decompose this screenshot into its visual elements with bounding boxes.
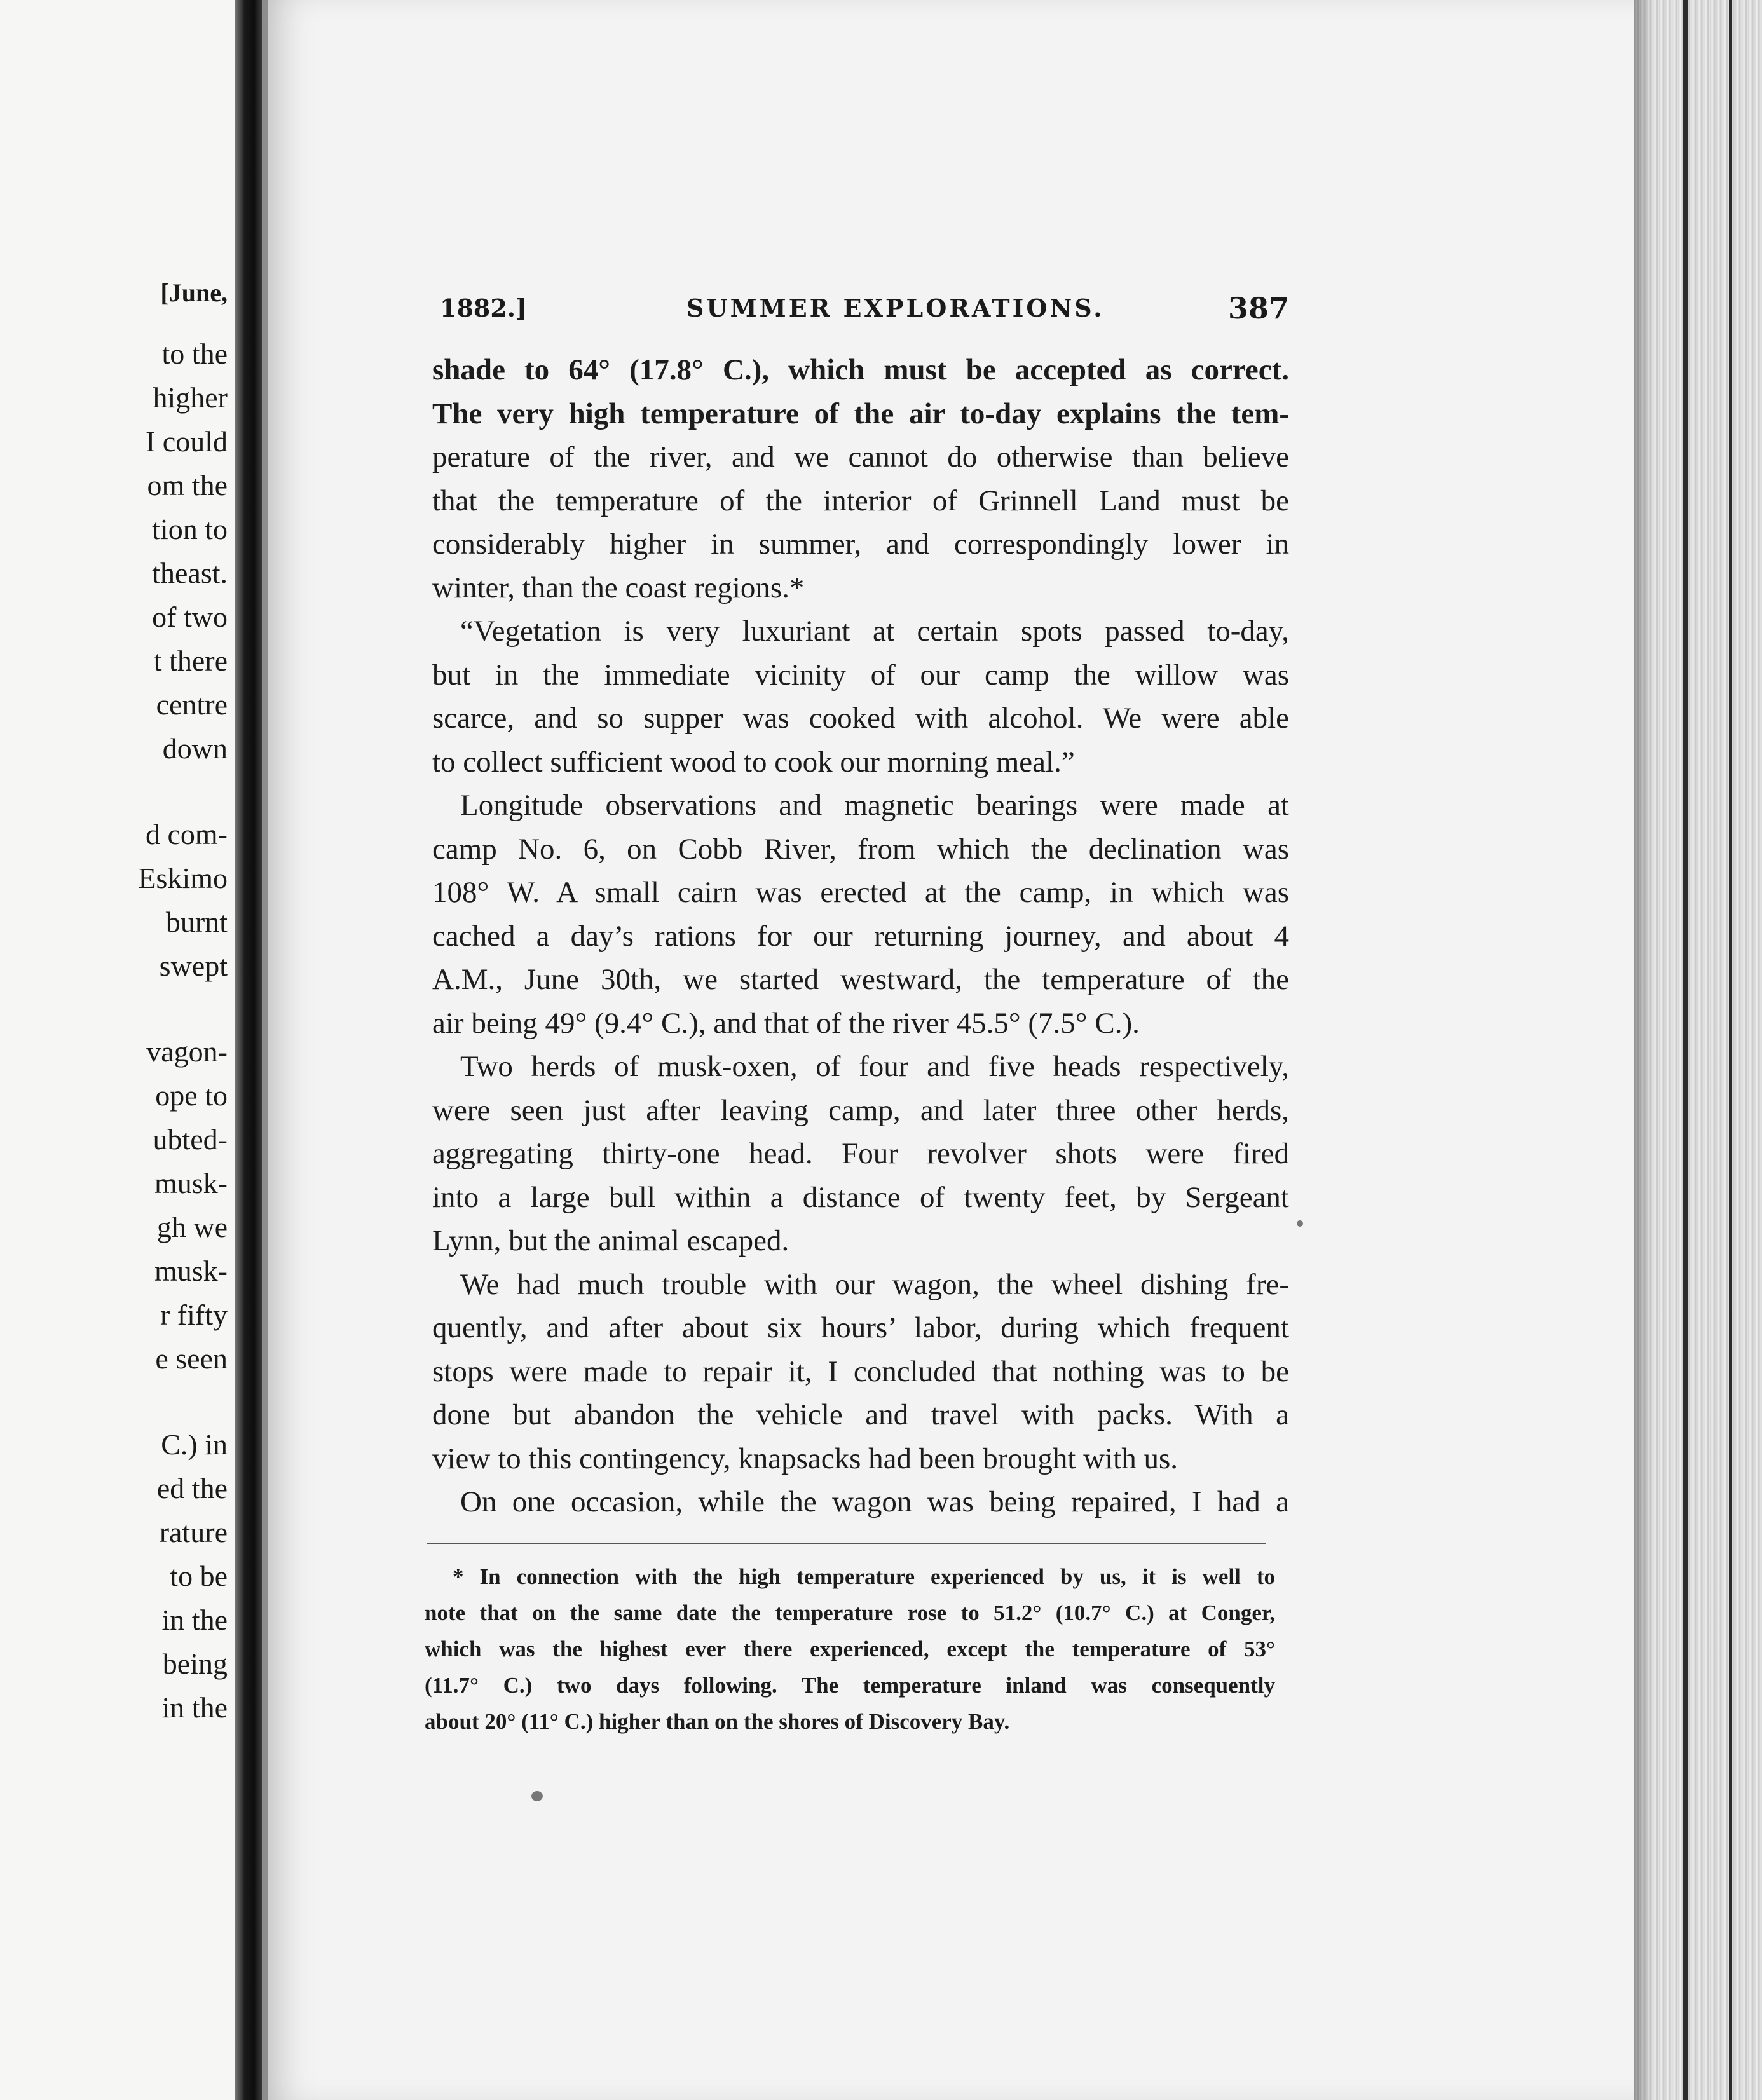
left-page-running-head: [June,: [160, 278, 228, 307]
left-page-line: to be: [170, 1560, 228, 1592]
body-line: air being 49° (9.4° C.), and that of the river 45.5° (7.5° C.).: [432, 1006, 1140, 1040]
running-head: [440, 291, 1289, 325]
body-line: quently, and after about six hours’ labor, during which frequent: [432, 1311, 1289, 1344]
left-page-line: d com-: [145, 818, 228, 850]
body-line: done but abandon the vehicle and travel with packs. With a: [432, 1398, 1289, 1431]
left-page-line: higher: [153, 381, 228, 414]
body-line: 108° W. A small cairn was erected at the camp, in which was: [432, 876, 1289, 909]
body-line: into a large bull within a distance of twenty feet, by Sergeant: [432, 1180, 1289, 1214]
footnote-line: note that on the same date the temperature rose to 51.2° (10.7° C.) at Conger,: [425, 1600, 1275, 1625]
left-page-line: C.) in: [161, 1428, 228, 1461]
left-page-line: theast.: [152, 557, 228, 589]
left-page-line: t there: [153, 644, 228, 677]
footnote-line: which was the highest ever there experienced, except the temperature of 53°: [425, 1637, 1275, 1661]
paper-speck: [531, 1791, 543, 1801]
left-page-line: ed the: [156, 1472, 228, 1504]
body-line: view to this contingency, knapsacks had been brought with us.: [432, 1442, 1178, 1475]
left-facing-page: [0, 0, 235, 2100]
running-head-year: 1882.]: [440, 294, 527, 322]
left-page-line: in the: [161, 1691, 228, 1724]
page-edge-stack: [1634, 0, 1762, 2100]
running-head-title: SUMMER EXPLORATIONS.: [686, 294, 1105, 322]
left-page-line: in the: [161, 1604, 228, 1636]
left-page-line: to the: [161, 338, 228, 370]
paper-speck: [1297, 1220, 1303, 1227]
body-line: stops were made to repair it, I concluded that nothing was to be: [432, 1354, 1289, 1388]
body-text: [432, 348, 1289, 1524]
footnote-line: about 20° (11° C.) higher than on the shores of Discovery Bay.: [425, 1709, 1010, 1734]
body-line: were seen just after leaving camp, and later three other herds,: [432, 1093, 1289, 1127]
left-page-line: swept: [159, 950, 228, 982]
left-page-line: musk-: [154, 1167, 228, 1199]
body-line: “Vegetation is very luxuriant at certain spots passed to-day,: [460, 615, 1289, 648]
body-line: winter, than the coast regions.*: [432, 571, 805, 604]
book-gutter: [235, 0, 262, 2100]
left-page-line: ubted-: [153, 1123, 228, 1156]
left-page-line: vagon-: [146, 1035, 228, 1068]
edge-line: [1729, 0, 1732, 2100]
body-line: aggregating thirty-one head. Four revolver shots were fired: [432, 1137, 1289, 1170]
body-line: to collect sufficient wood to cook our morning meal.”: [432, 745, 1075, 779]
body-line: that the temperature of the interior of Grinnell Land must be: [432, 484, 1289, 517]
body-line: On one occasion, while the wagon was being repaired, I had a: [460, 1485, 1289, 1518]
footnote-line: (11.7° C.) two days following. The temperature inland was consequently: [425, 1673, 1275, 1698]
body-line: The very high temperature of the air to-day explains the tem-: [432, 397, 1289, 430]
left-page-line: centre: [156, 688, 228, 721]
body-line: We had much trouble with our wagon, the wheel dishing fre-: [460, 1267, 1289, 1301]
body-line: scarce, and so supper was cooked with alcohol. We were able: [432, 702, 1289, 735]
left-page-line: I could: [145, 425, 228, 458]
body-line: considerably higher in summer, and correspondingly lower in: [432, 528, 1289, 561]
body-line: camp No. 6, on Cobb River, from which the declination was: [432, 832, 1289, 866]
left-page-line: being: [162, 1647, 228, 1680]
left-page-line: musk-: [154, 1255, 228, 1287]
left-page-line: e seen: [155, 1342, 228, 1375]
body-line: cached a day’s rations for our returning journey, and about 4: [432, 919, 1289, 953]
body-line: Two herds of musk-oxen, of four and five heads respectively,: [460, 1050, 1289, 1083]
left-page-line: of two: [152, 601, 228, 633]
body-line: A.M., June 30th, we started westward, the temperature of the: [432, 963, 1289, 996]
left-page-line: Eskimo: [138, 862, 228, 894]
body-line: Lynn, but the animal escaped.: [432, 1224, 789, 1257]
footnote: [425, 1558, 1275, 1740]
body-line: shade to 64° (17.8° C.), which must be accepted as correct.: [432, 353, 1289, 386]
page-number: 387: [1227, 291, 1289, 325]
left-page-line: ope to: [155, 1079, 228, 1112]
edge-line: [1683, 0, 1688, 2100]
left-page-line: burnt: [165, 906, 228, 938]
footnote-rule: [427, 1543, 1266, 1544]
body-line: but in the immediate vicinity of our camp the willow was: [432, 658, 1289, 692]
left-page-line: om the: [147, 469, 228, 501]
left-page-line: gh we: [156, 1211, 228, 1243]
body-line: perature of the river, and we cannot do otherwise than believe: [432, 440, 1289, 474]
body-line: Longitude observations and magnetic bearings were made at: [460, 789, 1289, 822]
left-page-line: tion to: [152, 513, 228, 545]
footnote-line: * In connection with the high temperature experienced by us, it is well to: [453, 1564, 1275, 1589]
left-page-line: rature: [159, 1516, 228, 1548]
gutter-edge: [262, 0, 268, 2100]
left-page-line: r fifty: [160, 1299, 228, 1331]
left-page-line: down: [162, 732, 228, 765]
edge-shadow: [1634, 0, 1653, 2100]
